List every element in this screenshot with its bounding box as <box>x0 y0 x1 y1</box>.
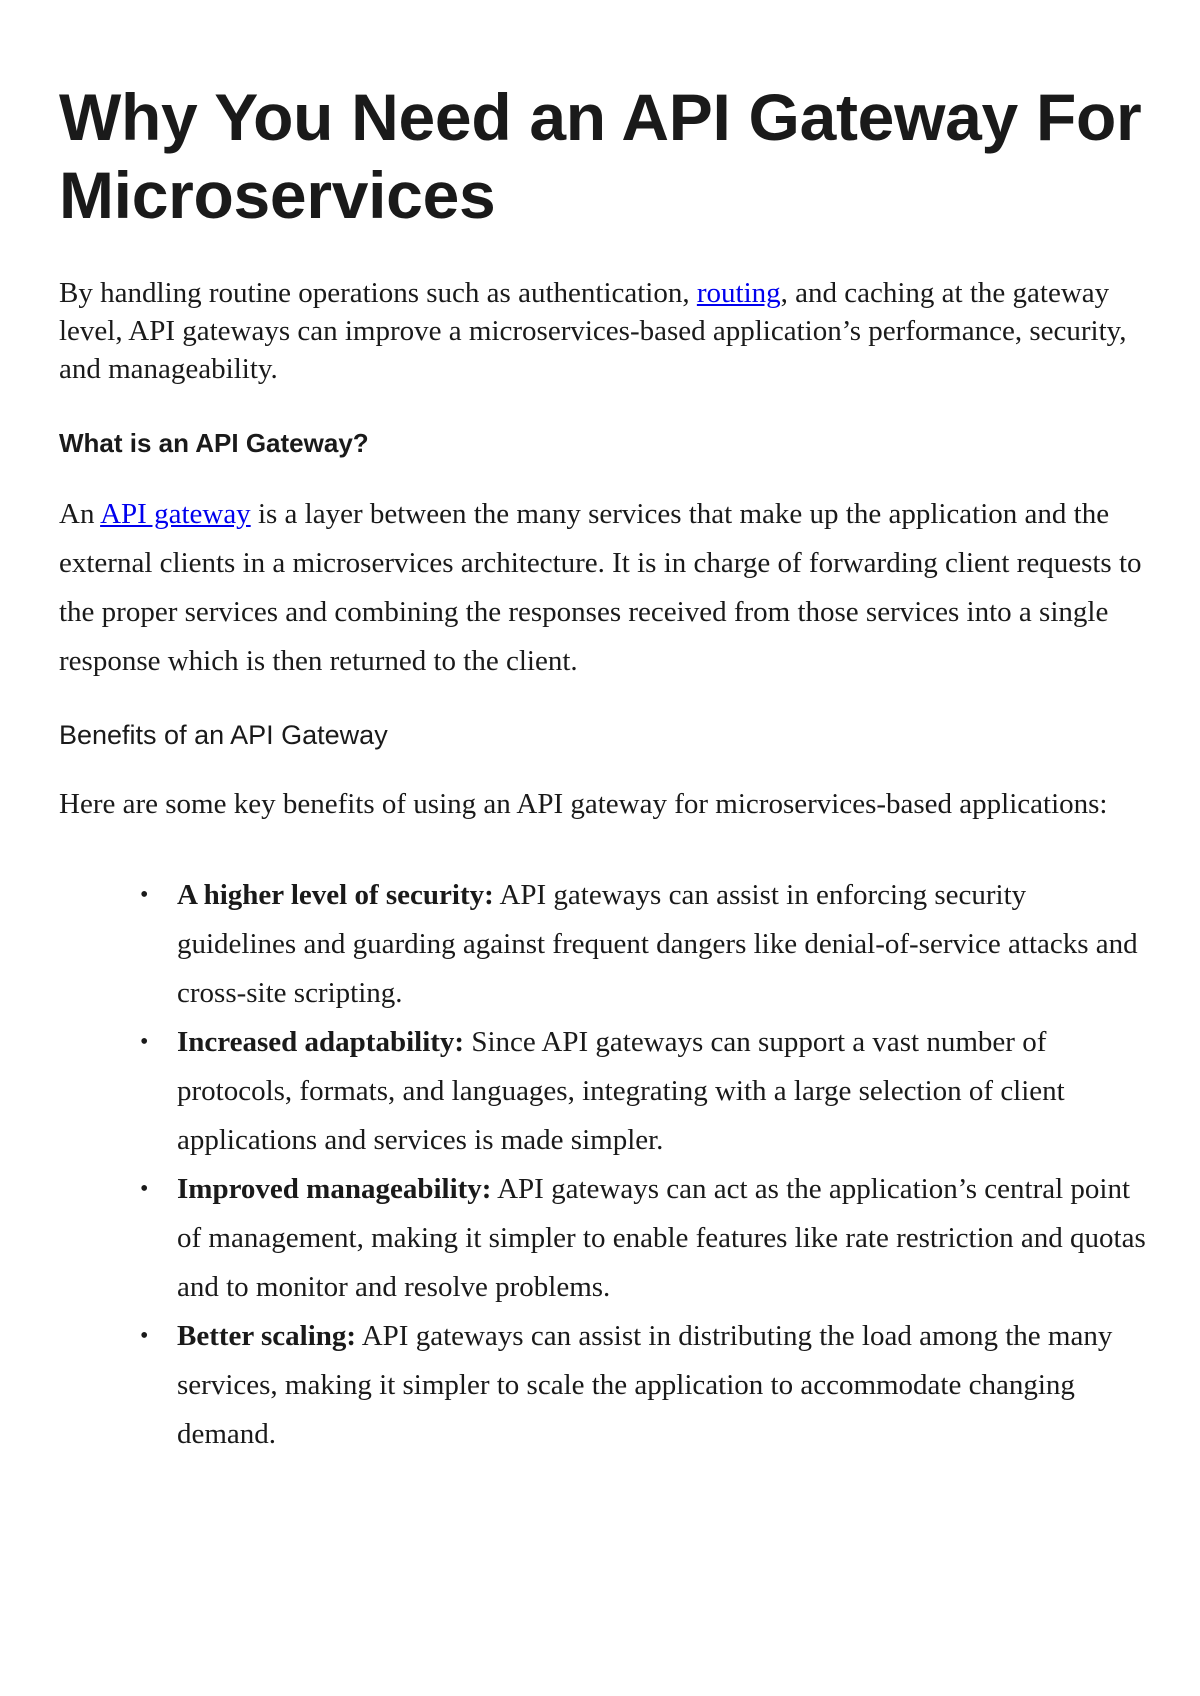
list-item <box>140 871 1149 1018</box>
list-item <box>140 1018 1149 1165</box>
list-item-lead: Improved manageability: <box>177 1173 492 1205</box>
intro-text-after-link: , and caching at the gateway level, API gateways can improve a microservices-based application’s performance, security, and manageability. <box>59 277 1127 385</box>
section-heading-benefits: Benefits of an API Gateway <box>59 720 388 750</box>
page-title: Why You Need an API Gateway For Microservices <box>59 80 1142 232</box>
list-item-lead: Better scaling: <box>177 1320 357 1352</box>
bullet-icon: • <box>140 882 149 908</box>
definition-paragraph <box>59 490 1149 686</box>
list-item-text: API gateways can assist in enforcing security guidelines and guarding against frequent dangers like denial-of-service attacks and cross-site scripting. <box>177 879 1138 1009</box>
list-item-text: API gateways can assist in distributing the load among the many services, making it simpler to scale the application to accommodate changing demand. <box>177 1320 1113 1450</box>
intro-text-before-link: By handling routine operations such as authentication, <box>59 277 697 309</box>
list-item-text: Since API gateways can support a vast number of protocols, formats, and languages, integrating with a large selection of client applications and services is made simpler. <box>177 1026 1065 1156</box>
list-item-lead: A higher level of security: <box>177 879 494 911</box>
list-item <box>140 1165 1149 1312</box>
list-item <box>140 1312 1149 1459</box>
bullet-icon: • <box>140 1323 149 1349</box>
definition-text-after-link: is a layer between the many services that make up the application and the external clients in a microservices architecture. It is in charge of forwarding client requests to the proper services and combining the responses received from those services into a single response which is then returned to the client. <box>59 498 1142 677</box>
bullet-icon: • <box>140 1029 149 1055</box>
intro-paragraph <box>59 274 1149 388</box>
section-heading-what-is: What is an API Gateway? <box>59 428 369 458</box>
bullet-icon: • <box>140 1176 149 1202</box>
benefits-intro-paragraph: Here are some key benefits of using an API gateway for microservices-based applications: <box>59 788 1108 820</box>
list-item-text: API gateways can act as the application’s central point of management, making it simpler to enable features like rate restriction and quotas and to monitor and resolve problems. <box>177 1173 1146 1303</box>
list-item-lead: Increased adaptability: <box>177 1026 465 1058</box>
routing-link[interactable]: routing <box>696 277 781 309</box>
api-gateway-link[interactable]: API gateway <box>100 498 251 530</box>
benefits-list <box>59 871 1149 1459</box>
definition-text-before-link: An <box>59 498 101 530</box>
article <box>59 78 1149 1459</box>
